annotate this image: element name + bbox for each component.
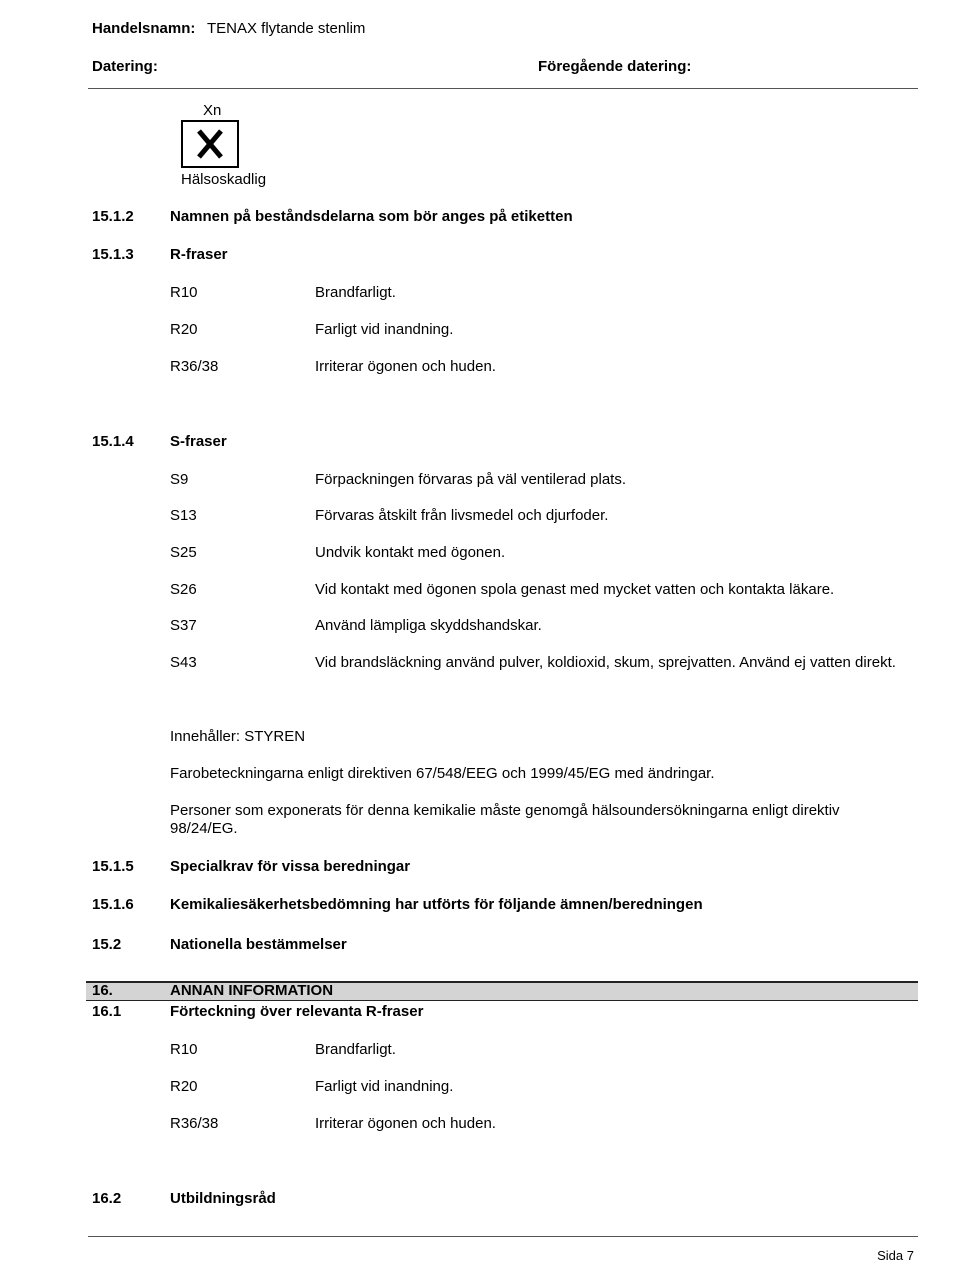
labelling-note: Farobeteckningarna enligt direktiven 67/548/EEG och 1999/45/EG med ändringar. — [170, 765, 715, 782]
s-phrase-text: Vid kontakt med ögonen spola genast med mycket vatten och kontakta läkare. — [315, 581, 835, 598]
r-phrase-text: Brandfarligt. — [315, 1041, 396, 1058]
section-15-2-title: Nationella bestämmelser — [170, 936, 347, 953]
section-15-1-6-number: 15.1.6 — [92, 896, 134, 913]
r-phrase-code: R20 — [170, 1078, 198, 1095]
section-15-1-6-title: Kemikaliesäkerhetsbedömning har utförts för följande ämnen/beredningen — [170, 896, 703, 913]
section-16-1-title: Förteckning över relevanta R-fraser — [170, 1003, 424, 1020]
s-phrase-text: Vid brandsläckning använd pulver, koldioxid, skum, sprejvatten. Använd ej vatten direkt. — [315, 654, 896, 671]
s-phrase-text: Använd lämpliga skyddshandskar. — [315, 617, 542, 634]
r-phrase-code: R20 — [170, 321, 198, 338]
contains-note: Innehåller: STYREN — [170, 728, 306, 745]
r-phrase-code: R36/38 — [170, 358, 219, 375]
section-16-number: 16. — [92, 982, 113, 999]
s-phrase-code: S43 — [170, 654, 197, 671]
hazard-code: Xn — [203, 102, 222, 119]
section-15-1-2-title: Namnen på beståndsdelarna som bör anges på etiketten — [170, 208, 573, 225]
health-hazard-x-icon — [181, 120, 239, 168]
section-16-1-number: 16.1 — [92, 1003, 122, 1020]
section-16-2-number: 16.2 — [92, 1190, 122, 1207]
section-15-1-3-number: 15.1.3 — [92, 246, 134, 263]
previous-date-label: Föregående datering: — [538, 58, 692, 75]
s-phrase-text: Förpackningen förvaras på väl ventilerad plats. — [315, 471, 627, 488]
s-phrase-code: S26 — [170, 581, 197, 598]
health-check-note: Personer som exponerats för denna kemikalie måste genomgå hälsoundersökningarna enligt direktiv 98/24/EG. — [170, 802, 840, 837]
s-phrase-code: S37 — [170, 617, 197, 634]
section-15-1-2-number: 15.1.2 — [92, 208, 134, 225]
header-divider — [88, 88, 918, 89]
section-15-1-4-number: 15.1.4 — [92, 433, 134, 450]
section-16-title: ANNAN INFORMATION — [170, 982, 334, 999]
r-phrase-text: Irriterar ögonen och huden. — [315, 358, 496, 375]
section-16-2-title: Utbildningsråd — [170, 1190, 276, 1207]
date-label: Datering: — [92, 58, 158, 75]
section-15-1-5-number: 15.1.5 — [92, 858, 134, 875]
s-phrase-text: Förvaras åtskilt från livsmedel och djurfoder. — [315, 507, 609, 524]
r-phrase-code: R10 — [170, 1041, 198, 1058]
r-phrase-text: Irriterar ögonen och huden. — [315, 1115, 496, 1132]
section-15-1-5-title: Specialkrav för vissa beredningar — [170, 858, 411, 875]
trade-name-label: Handelsnamn: — [92, 20, 196, 37]
section-15-2-number: 15.2 — [92, 936, 122, 953]
r-phrase-text: Farligt vid inandning. — [315, 321, 454, 338]
r-phrase-code: R36/38 — [170, 1115, 219, 1132]
section-15-1-3-title: R-fraser — [170, 246, 228, 263]
r-phrase-text: Brandfarligt. — [315, 284, 396, 301]
r-phrase-text: Farligt vid inandning. — [315, 1078, 454, 1095]
footer-divider — [88, 1236, 918, 1237]
s-phrase-code: S9 — [170, 471, 189, 488]
r-phrase-code: R10 — [170, 284, 198, 301]
trade-name-value: TENAX flytande stenlim — [207, 20, 366, 37]
page-number: Sida 7 — [877, 1248, 914, 1263]
s-phrase-code: S13 — [170, 507, 197, 524]
s-phrase-code: S25 — [170, 544, 197, 561]
section-15-1-4-title: S-fraser — [170, 433, 227, 450]
s-phrase-text: Undvik kontakt med ögonen. — [315, 544, 506, 561]
hazard-label: Hälsoskadlig — [181, 171, 267, 188]
